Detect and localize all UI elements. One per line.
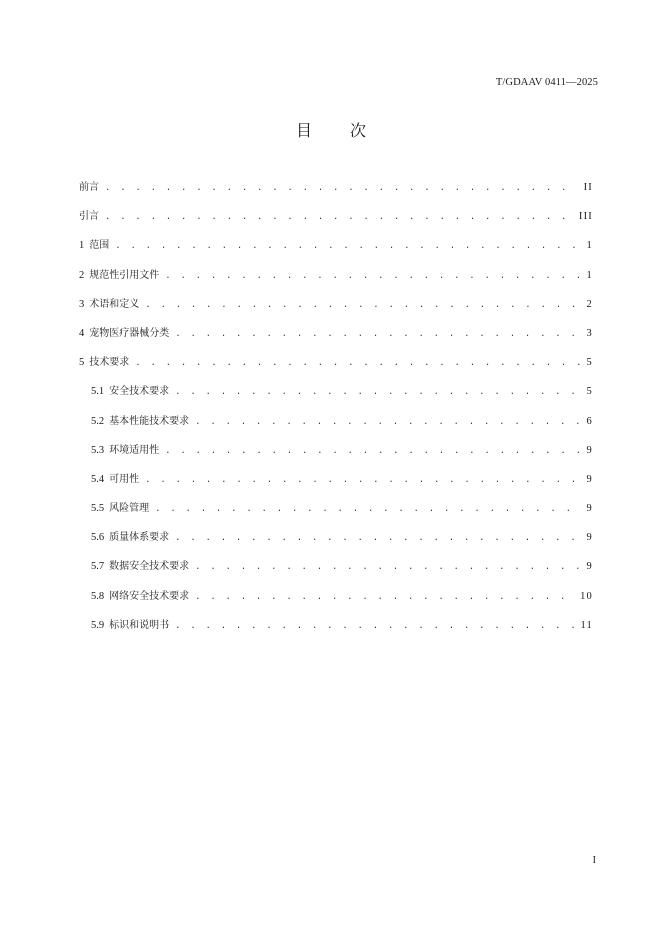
toc-entry-page: 2 xyxy=(586,298,593,310)
toc-entry-page: 5 xyxy=(586,357,593,369)
toc-entry-page: 9 xyxy=(586,532,593,544)
toc-entry-title xyxy=(79,326,169,342)
toc-entry-label: 范围 xyxy=(89,240,110,252)
toc-entry-title xyxy=(91,443,159,459)
toc-entry-page: II xyxy=(583,182,593,193)
toc-entry-page: 9 xyxy=(586,444,593,456)
toc-entry-label: 网络安全技术要求 xyxy=(109,590,190,602)
toc-entry-number: 5.8 xyxy=(91,590,105,602)
toc-entry-page: 1 xyxy=(586,240,593,252)
toc-dot-leader xyxy=(145,472,580,488)
toc-entry-number: 5.5 xyxy=(91,503,105,515)
toc-entry[interactable] xyxy=(79,268,593,297)
toc-entry-label: 标识和说明书 xyxy=(109,619,170,631)
toc-entry-label: 环境适用性 xyxy=(109,444,160,456)
toc-entry-page: 1 xyxy=(586,269,593,281)
toc-entry-title xyxy=(79,355,129,371)
toc-entry-title xyxy=(91,530,169,546)
toc-entry-number: 2 xyxy=(79,269,85,281)
toc-entry-number: 1 xyxy=(79,240,85,252)
toc-entry-number: 5 xyxy=(79,357,85,369)
toc-entry-number: 5.2 xyxy=(91,415,105,427)
toc-entry-title xyxy=(91,589,189,605)
toc-entry-page: 10 xyxy=(580,590,593,602)
toc-entry-number: 3 xyxy=(79,298,85,310)
toc-dot-leader xyxy=(165,268,580,284)
toc-entry-title xyxy=(79,297,139,313)
toc-dot-leader xyxy=(195,589,574,605)
toc-entry-label: 前言 xyxy=(79,182,99,193)
toc-entry[interactable] xyxy=(79,355,593,384)
toc-entry-label: 宠物医疗器械分类 xyxy=(89,327,170,339)
toc-entry-title xyxy=(79,268,159,284)
toc-entry-title xyxy=(91,501,149,517)
page-number: I xyxy=(592,855,596,866)
toc-entry-page: 6 xyxy=(586,415,593,427)
toc-entry-label: 风险管理 xyxy=(109,503,150,515)
toc-entry[interactable] xyxy=(79,414,593,443)
toc-entry[interactable] xyxy=(79,443,593,472)
toc-entry-page: 5 xyxy=(586,386,593,398)
toc-entry-label: 可用性 xyxy=(109,473,140,485)
toc-entry[interactable] xyxy=(79,618,593,647)
toc-entry[interactable] xyxy=(79,530,593,559)
toc-dot-leader xyxy=(195,414,580,430)
toc-entry-number: 5.7 xyxy=(91,561,105,573)
toc-dot-leader xyxy=(105,209,573,225)
toc-entry-title xyxy=(79,209,99,225)
toc-entry[interactable] xyxy=(79,559,593,588)
toc-entry-label: 引言 xyxy=(79,211,99,223)
toc-entry-title xyxy=(91,384,169,400)
toc-entry-label: 技术要求 xyxy=(89,357,130,369)
toc-entry-number: 5.1 xyxy=(91,386,105,398)
toc-entry-number: 5.4 xyxy=(91,473,105,485)
document-id: T/GDAAV 0411—2025 xyxy=(495,77,598,88)
toc-entry-page: 3 xyxy=(586,327,593,339)
toc-dot-leader xyxy=(115,238,580,254)
toc-dot-leader xyxy=(155,501,580,517)
toc-entry-title xyxy=(91,559,189,575)
toc-entry-number: 5.9 xyxy=(91,619,105,631)
toc-entry-label: 质量体系要求 xyxy=(109,532,170,544)
toc-entry-page: 9 xyxy=(586,503,593,515)
toc-entry-number: 5.6 xyxy=(91,532,105,544)
toc-dot-leader xyxy=(105,180,578,196)
toc-entry-page: III xyxy=(578,211,593,223)
page-title: 目次 xyxy=(295,121,404,140)
toc-dot-leader xyxy=(175,530,580,546)
toc-entry[interactable] xyxy=(79,384,593,413)
toc-entry[interactable] xyxy=(79,326,593,355)
toc-dot-leader xyxy=(145,297,580,313)
toc-entry-label: 规范性引用文件 xyxy=(89,269,160,281)
toc-entry-page: 9 xyxy=(586,561,593,573)
toc-entry-page: 11 xyxy=(580,619,593,631)
toc-entry-title xyxy=(79,238,109,254)
toc-entry-label: 术语和定义 xyxy=(89,298,140,310)
toc-entry[interactable] xyxy=(79,180,593,209)
toc-entry-number: 4 xyxy=(79,327,85,339)
toc-dot-leader xyxy=(195,559,580,575)
toc-entry-number: 5.3 xyxy=(91,444,105,456)
toc-entry-label: 安全技术要求 xyxy=(109,386,170,398)
toc-entry-title xyxy=(91,414,189,430)
table-of-contents xyxy=(79,180,593,647)
toc-entry[interactable] xyxy=(79,238,593,267)
toc-entry[interactable] xyxy=(79,472,593,501)
toc-entry[interactable] xyxy=(79,297,593,326)
toc-entry[interactable] xyxy=(79,501,593,530)
toc-dot-leader xyxy=(175,326,580,342)
toc-entry-title xyxy=(91,472,139,488)
toc-dot-leader xyxy=(175,384,580,400)
toc-entry[interactable] xyxy=(79,589,593,618)
toc-entry-page: 9 xyxy=(586,473,593,485)
toc-dot-leader xyxy=(175,618,574,634)
toc-entry-title xyxy=(91,618,169,634)
toc-dot-leader xyxy=(165,443,580,459)
toc-dot-leader xyxy=(135,355,580,371)
toc-entry-label: 数据安全技术要求 xyxy=(109,561,190,573)
toc-entry[interactable] xyxy=(79,209,593,238)
toc-entry-label: 基本性能技术要求 xyxy=(109,415,190,427)
toc-entry-title xyxy=(79,180,99,196)
